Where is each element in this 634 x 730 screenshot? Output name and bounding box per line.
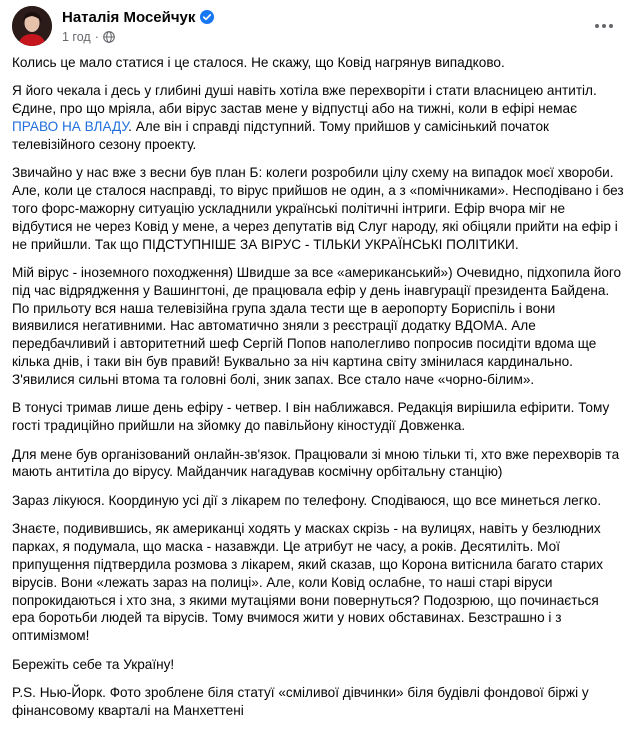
post-body: [12, 54, 624, 730]
author-avatar[interactable]: [12, 6, 52, 46]
post-paragraph-6: Для мене був організований онлайн-зв'язок. Працювали зі мною тільки ті, хто вже перехворів та мають антитіла до вірусу. Майданчик нагадував космічну орбітальну станцію): [12, 446, 620, 480]
more-options-icon[interactable]: [586, 8, 622, 44]
paragraph-2-text-start: Я його чекала і десь у глибині душі навіть хотіла вже перехворіти і стати власницею антитіл. Єдине, про що мріяла, аби вірус застав мене у відпустці або на тижні, коли в ефірі немає: [12, 83, 597, 117]
post-paragraph-1: Колись це мало статися і це сталося. Не скажу, що Ковід нагрянув випадково.: [12, 55, 505, 70]
meta-separator: ·: [94, 29, 99, 44]
pravo-na-vladu-link[interactable]: ПРАВО НА ВЛАДУ: [12, 119, 129, 135]
paragraph-2-text-end: . Але він і справді підступний. Тому прийшов у самісінький початок телевізійного сезону проекту.: [12, 119, 549, 152]
post-meta: [62, 29, 115, 44]
post-timestamp[interactable]: 1 год: [62, 29, 91, 44]
author-name[interactable]: Наталія Мосейчук: [62, 8, 196, 26]
avatar-image: [12, 6, 52, 46]
post-paragraph-3: Звичайно у нас вже з весни був план Б: колеги розробили цілу схему на випадок моєї хвороби. Але, коли це сталося насправді, то вірус прийшов не один, а з «помічниками». Несподівано і без того форс-мажорну ситуацію ускладнили українські політичні інтриги. Ефір вчора міг не відбутися не через Ковід у мене, а через депутатів від Слуг народу, які обіцяли прийти на ефір і не прийшли. Так що ПІДСТУПНІШЕ ЗА ВІРУС - ТІЛЬКИ УКРАЇНСЬКІ ПОЛІТИКИ.: [12, 165, 624, 252]
post-paragraph-9: Бережіть себе та Україну!: [12, 656, 175, 672]
globe-icon[interactable]: [103, 31, 115, 43]
more-dot: [602, 24, 606, 28]
post-paragraph-2: [12, 82, 624, 153]
more-dot: [595, 24, 599, 28]
more-dot: [609, 24, 613, 28]
post-paragraph-5: В тонусі тримав лише день ефіру - четвер. І він наближався. Редакція вирішила ефірити. Тому гості традиційно прийшли на зйомку до павільйону кіностудії Довженка.: [12, 400, 610, 434]
verified-badge-icon: [200, 10, 214, 24]
post-paragraph-10: P.S. Нью-Йорк. Фото зроблене біля статуї «сміливої дівчинки» біля будівлі фондової біржі у фінансовому кварталі на Манхеттені: [12, 685, 589, 718]
post-header: [0, 0, 634, 50]
author-row: [62, 8, 214, 26]
post-paragraph-4: Мій вірус - іноземного походження) Швидше за все «американський») Очевидно, підхопила його під час відрядження у Вашингтоні, де працювала ефір у день інавгурації президента Байдена. По прильоту вся наша телевізійна група здала тести ще в аеропорту Бориспіль і вони виявилися негативними. Нас автоматично зняли з реєстрації додатку ВДОМА. Але передбачливий і авторитетний шеф Сергій Попов наполегливо попросив посидіти вдома ще кілька днів, і таки він був правий! Буквально за ніч картина світу змінилася кардинально. З'явилися сильні втома та головні болі, зник запах. Все стало наче «чорно-білим».: [12, 265, 622, 387]
post-paragraph-7: Зараз лікуюся. Координую усі дії з лікарем по телефону. Сподіваюся, що все минеться легко.: [12, 492, 602, 508]
post-paragraph-8: Знаєте, подивившись, як американці ходять у масках скрізь - на вулицях, навіть у безлюдних парках, я подумала, що маска - назавжди. Це атрибут не часу, а років. Десятиліть. Мої припущення підтвердила розмова з лікарем, який сказав, що Корона витіснила багато старих вірусів. Вони «лежать зараз на полиці». Але, коли Ковід ослабне, то наші старі віруси попрокидаються і хто зна, з якими мутаціями вони повернуться? Подозрюю, що починається ера боротьби людей та вірусів. Тому вчимося жити у нових обставинах. Безстрашно і з оптимізмом!: [12, 521, 604, 644]
